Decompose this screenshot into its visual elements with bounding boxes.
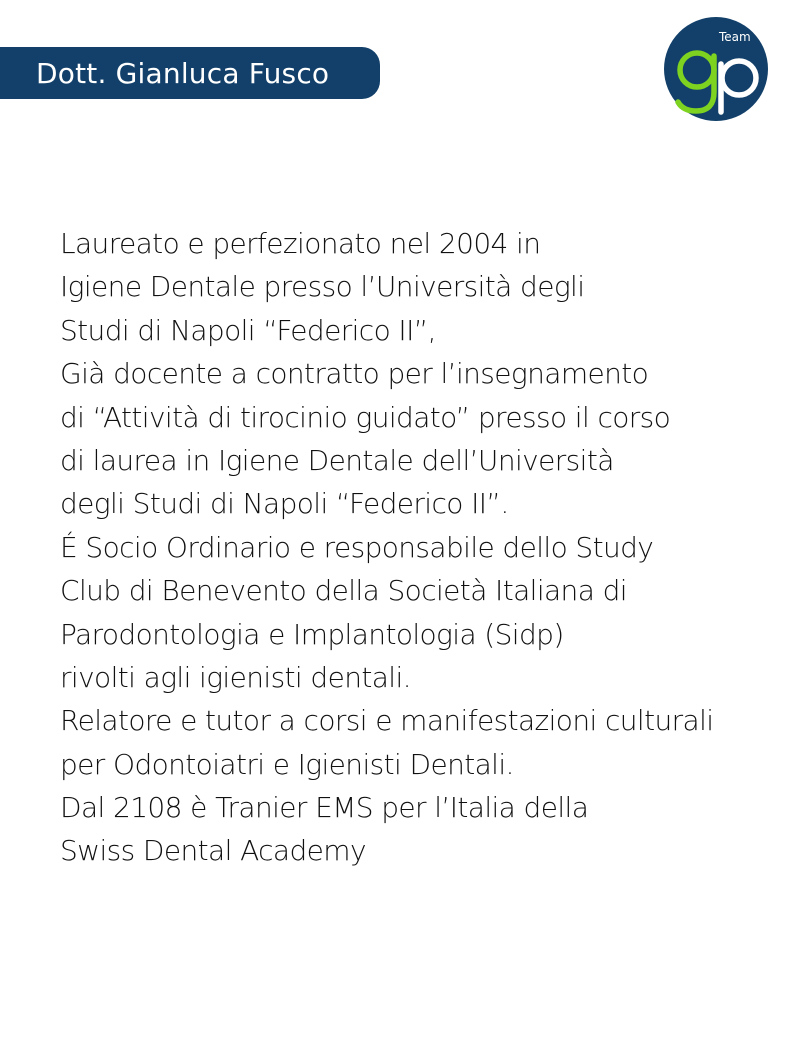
bio-line: Parodontologia e Implantologia (Sidp) (60, 617, 564, 651)
doctor-name: Dott. Gianluca Fusco (36, 56, 330, 90)
bio-line: Club di Benevento della Società Italiana di (60, 574, 627, 608)
bio-line: Swiss Dental Academy (60, 834, 366, 868)
logo-team-text: Team (719, 30, 751, 44)
name-banner (0, 47, 380, 99)
bio-line: Igiene Dentale presso l’Università degli (60, 270, 585, 304)
bio-line: di laurea in Igiene Dentale dell’Università (60, 443, 614, 477)
bio-line: Laureato e perfezionato nel 2004 in (60, 227, 541, 260)
bio-line: di “Attività di tirocinio guidato” presso il corso (60, 400, 671, 434)
bio-line: per Odontoiatri e Igienisti Dentali. (60, 747, 514, 781)
bio-line: Già docente a contratto per l’insegnamento (60, 357, 649, 391)
team-gp-logo (663, 16, 769, 122)
bio-line: Dal 2108 è Tranier EMS per l’Italia della (60, 791, 589, 825)
bio-line: Studi di Napoli “Federico II”, (60, 313, 436, 347)
bio-line: rivolti agli igienisti dentali. (60, 660, 411, 694)
biography (60, 222, 785, 873)
bio-line: degli Studi di Napoli “Federico II”. (60, 487, 509, 521)
bio-line: Relatore e tutor a corsi e manifestazioni culturali (60, 704, 714, 738)
bio-line: É Socio Ordinario e responsabile dello Study (60, 530, 654, 564)
